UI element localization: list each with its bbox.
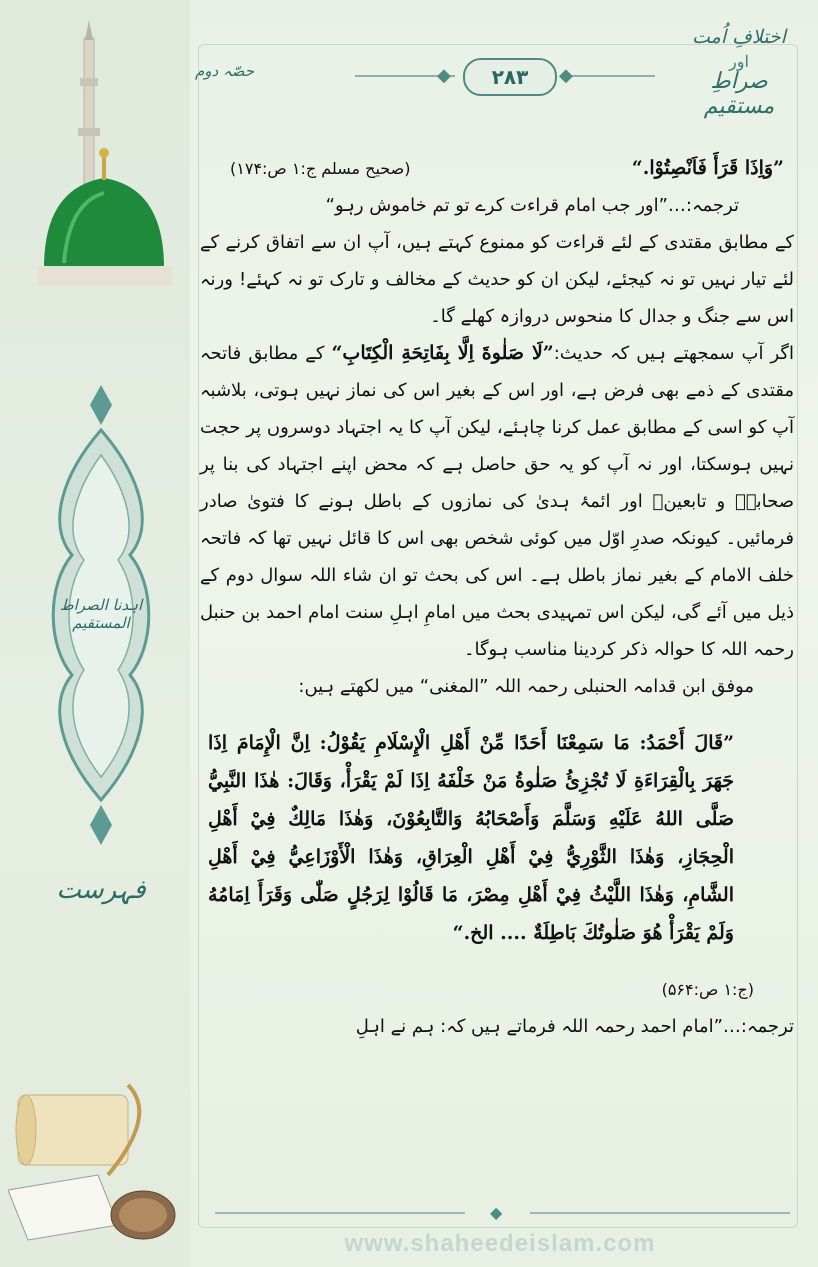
arabic-quote-reference: (ج:۱ ص:۵۶۴) [661, 980, 754, 999]
website-link[interactable]: www.shaheedeislam.com [344, 1230, 656, 1257]
paragraph1: کے مطابق مقتدی کے لئے قراءت کو ممنوع کہتے ہیں، آپ ان سے اتفاق کرنے کے لئے تیار نہیں تو نہ کیجئے، لیکن ان کو حدیث کے مخالف و تارک تو نہ کہئے! ورنہ اس سے جنگ و جدال کا منحوس دروازہ کھلے گا۔ [200, 232, 794, 327]
translation2: ترجمہ:…”امام احمد رحمہ اللہ فرماتے ہیں کہ: ہم نے اہلِ [355, 1016, 794, 1037]
medallion-text-line2: المستقیم [72, 614, 130, 632]
scroll-quill-icon [8, 1075, 180, 1245]
book-title-line3: صراطِ مستقیم [703, 69, 775, 119]
header-rule-right [561, 75, 655, 77]
translation1: ترجمہ:…”اور جب امام قراءت کرے تو تم خاموش رہو“ [325, 195, 739, 216]
paragraph2 [200, 335, 794, 668]
quote1-line [200, 150, 794, 187]
page-number-band [355, 56, 655, 96]
book-title-line1: اختلافِ اُمت [692, 26, 786, 48]
book-title-line2: اور [729, 52, 749, 71]
page-number: ۲۸۳ [463, 58, 557, 96]
footer-ornament-icon: ◆ [490, 1203, 503, 1222]
arabic-quote: ”قَالَ أَحْمَدُ: مَا سَمِعْنَا أَحَدًا مِّنْ أَهْلِ الْإِسْلَامِ يَقُوْلُ: اِنَّ الْإِمَامَ اِذَا جَهَرَ بِالْقِرَاءَةِ لَا تُجْزِئُ صَلٰوةُ مَنْ خَلْفَهُ اِذَا لَمْ يَقْرَأْ، وَقَالَ: هٰذَا النَّبِيُّ صَلَّى اللهُ عَلَيْهِ وَسَلَّمَ وَأَصْحَابُهُ وَالتَّابِعُوْنَ، وَهٰذَا مَالِكٌ فِيْ أَهْلِ الْحِجَازِ، وَهٰذَا الثَّوْرِيُّ فِيْ أَهْلِ الْعِرَاقِ، وَهٰذَا الْأَوْزَاعِيُّ فِيْ أَهْلِ الشَّامِ، وَهٰذَا اللَّيْثُ فِيْ أَهْلِ مِصْرَ، مَا قَالُوْا لِرَجُلٍ صَلّٰى وَقَرَأَ اِمَامُهُ وَلَمْ يَقْرَأْ هُوَ صَلٰوتُكَ بَاطِلَةٌ .... الخ.“ [208, 732, 734, 944]
paragraph2-hadith: ”لَا صَلٰوةَ اِلَّا بِفَاتِحَةِ الْكِتَابِ“ [331, 342, 554, 364]
footer-rule-left [215, 1212, 465, 1214]
medallion-text-line1: اہدنا الصراط [59, 596, 143, 614]
medallion-text [54, 596, 148, 632]
paragraph2-rest: کے مطابق فاتحہ مقتدی کے ذمے بھی فرض ہے، اور اس کے بغیر اس کی نماز نہیں ہوتی، بلاشبہ آپ کو اسی کے مطابق عمل کرنا چاہئے، لیکن آپ کا یہ اجتہاد دوسروں پر حجت نہیں ہوسکتا، اور نہ آپ کو یہ حق حاصل ہے کہ محض اپنے اجتہاد کی بنا پر صحابہؓ و تابعینؒ اور ائمۂ ہدیٰ کی نمازوں کے باطل ہونے کا فتویٰ صادر فرمائیں۔ کیونکہ صدرِ اوّل میں کوئی شخص بھی اس کا قائل نہیں تھا کہ فاتحہ خلف الامام کے بغیر نماز باطل ہے۔ اس کی بحث تو ان شاء اللہ سوال دوم کے ذیل میں آئے گی، لیکن اس تمہیدی بحث میں امامِ اہلِ سنت امام احمد بن حنبل رحمہ اللہ کا حوالہ ذکر کردینا مناسب ہوگا۔ [200, 343, 794, 660]
book-title [674, 26, 804, 119]
ornament-right-icon: ◆ [559, 65, 573, 86]
paragraph2-prefix: اگر آپ سمجھتے ہیں کہ حدیث: [553, 343, 795, 364]
footer-rule-right [530, 1212, 790, 1214]
index-link[interactable]: فہرست [56, 875, 146, 905]
green-dome-icon [24, 18, 174, 288]
quote1-reference: (صحیح مسلم ج:۱ ص:۱۷۴) [230, 159, 411, 178]
ornament-left-icon: ◆ [437, 65, 451, 86]
main-content [200, 150, 794, 1045]
part-label: حصّہ دوم [195, 62, 255, 80]
quote1-arabic: ”وَاِذَا قَرَأَ فَاَنْصِتُوْا.“ [631, 157, 784, 179]
intro-line: موفق ابن قدامہ الحنبلی رحمہ اللہ ”المغنی“ میں لکھتے ہیں: [298, 676, 754, 697]
